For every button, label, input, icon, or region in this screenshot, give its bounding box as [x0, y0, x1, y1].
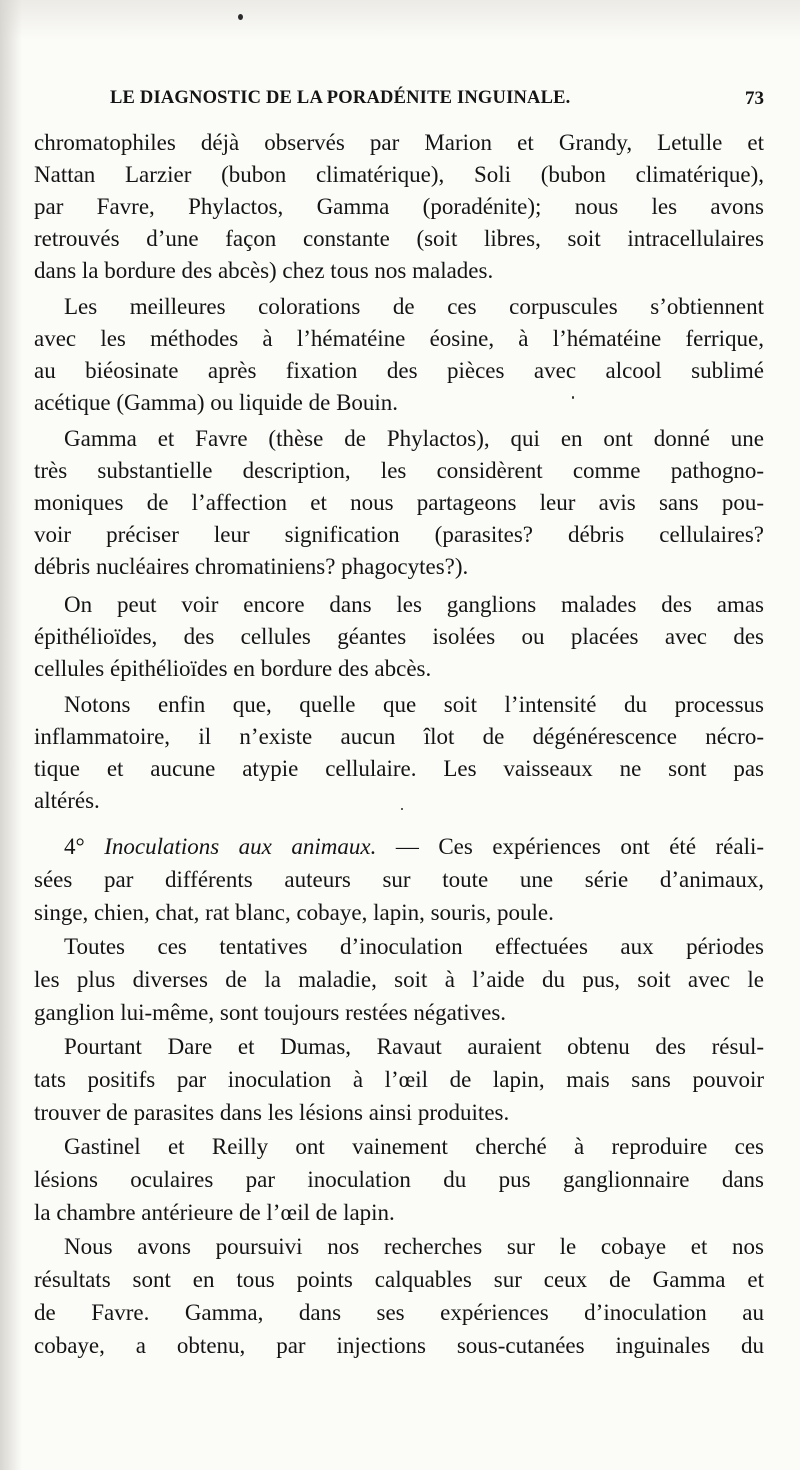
scan-speck: [238, 14, 243, 20]
text-line: moniques de l’affection et nous partageons leur avis sans pou-: [34, 490, 764, 515]
text-line: dans la bordure des abcès) chez tous nos malades.: [34, 258, 494, 283]
text-line: altérés.: [34, 788, 100, 813]
text-line: trouver de parasites dans les lésions ainsi produites.: [34, 1100, 510, 1125]
section-number: 4°: [64, 834, 85, 859]
text-line: acétique (Gamma) ou liquide de Bouin.: [34, 390, 399, 415]
text-line: Gastinel et Reilly ont vainement cherché à reproduire ces: [64, 1134, 764, 1159]
text-line: au biéosinate après fixation des pièces avec alcool sublimé: [34, 358, 764, 383]
text-line: ganglion lui-même, sont toujours restées négatives.: [34, 1000, 507, 1025]
text-line: épithélioïdes, des cellules géantes isolées ou placées avec des: [34, 624, 764, 649]
text-line: singe, chien, chat, rat blanc, cobaye, lapin, souris, poule.: [34, 900, 554, 925]
text-line: tique et aucune atypie cellulaire. Les vaisseaux ne sont pas: [34, 756, 764, 781]
text-line: voir préciser leur signification (parasites? débris cellulaires?: [34, 522, 764, 547]
text-line: tats positifs par inoculation à l’œil de lapin, mais sans pouvoir: [34, 1067, 764, 1092]
section-heading-line: [64, 831, 764, 863]
text-line: la chambre antérieure de l’œil de lapin.: [34, 1200, 395, 1225]
section-first-line-text: — Ces expériences ont été réali-: [395, 834, 765, 859]
text-line: chromatophiles déjà observés par Marion et Grandy, Letulle et: [34, 130, 764, 155]
page-number: 73: [745, 88, 764, 109]
text-line: Nous avons poursuivi nos recherches sur le cobaye et nos: [64, 1234, 764, 1259]
text-line: Gamma et Favre (thèse de Phylactos), qui en ont donné une: [64, 426, 764, 451]
text-line: Toutes ces tentatives d’inoculation effectuées aux périodes: [64, 934, 764, 959]
running-title: LE DIAGNOSTIC DE LA PORADÉNITE INGUINALE.: [110, 88, 571, 108]
text-line: inflammatoire, il n’existe aucun îlot de dégénérescence nécro-: [34, 724, 764, 749]
book-page: [30, 0, 770, 1470]
text-line: sées par différents auteurs sur toute une série d’animaux,: [34, 867, 764, 892]
text-line: cellules épithélioïdes en bordure des abcès.: [34, 656, 432, 681]
page-header: [110, 88, 770, 118]
section-title: Inoculations aux animaux.: [104, 834, 377, 859]
text-line: Nattan Larzier (bubon climatérique), Soli (bubon climatérique),: [34, 162, 764, 187]
scan-speck: [572, 396, 574, 399]
text-line: On peut voir encore dans les ganglions malades des amas: [64, 592, 764, 617]
text-line: cobaye, a obtenu, par injections sous-cutanées inguinales du: [34, 1333, 764, 1358]
text-line: Notons enfin que, quelle que soit l’intensité du processus: [64, 692, 764, 717]
text-line: très substantielle description, les considèrent comme pathogno-: [34, 458, 764, 483]
text-line: lésions oculaires par inoculation du pus ganglionnaire dans: [34, 1167, 764, 1192]
text-line: par Favre, Phylactos, Gamma (poradénite); nous les avons: [34, 194, 764, 219]
text-line: Pourtant Dare et Dumas, Ravaut auraient obtenu des résul-: [64, 1034, 764, 1059]
scan-speck: [401, 808, 403, 810]
text-line: retrouvés d’une façon constante (soit libres, soit intracellulaires: [34, 226, 764, 251]
text-line: les plus diverses de la maladie, soit à l’aide du pus, soit avec le: [34, 967, 764, 992]
scan-edge-shadow: [0, 0, 22, 1470]
text-line: avec les méthodes à l’hématéine éosine, à l’hématéine ferrique,: [34, 326, 764, 351]
text-line: débris nucléaires chromatiniens? phagocytes?).: [34, 554, 469, 579]
text-line: Les meilleures colorations de ces corpuscules s’obtiennent: [64, 294, 764, 319]
text-line: résultats sont en tous points calquables sur ceux de Gamma et: [34, 1267, 764, 1292]
text-line: de Favre. Gamma, dans ses expériences d’inoculation au: [34, 1300, 764, 1325]
